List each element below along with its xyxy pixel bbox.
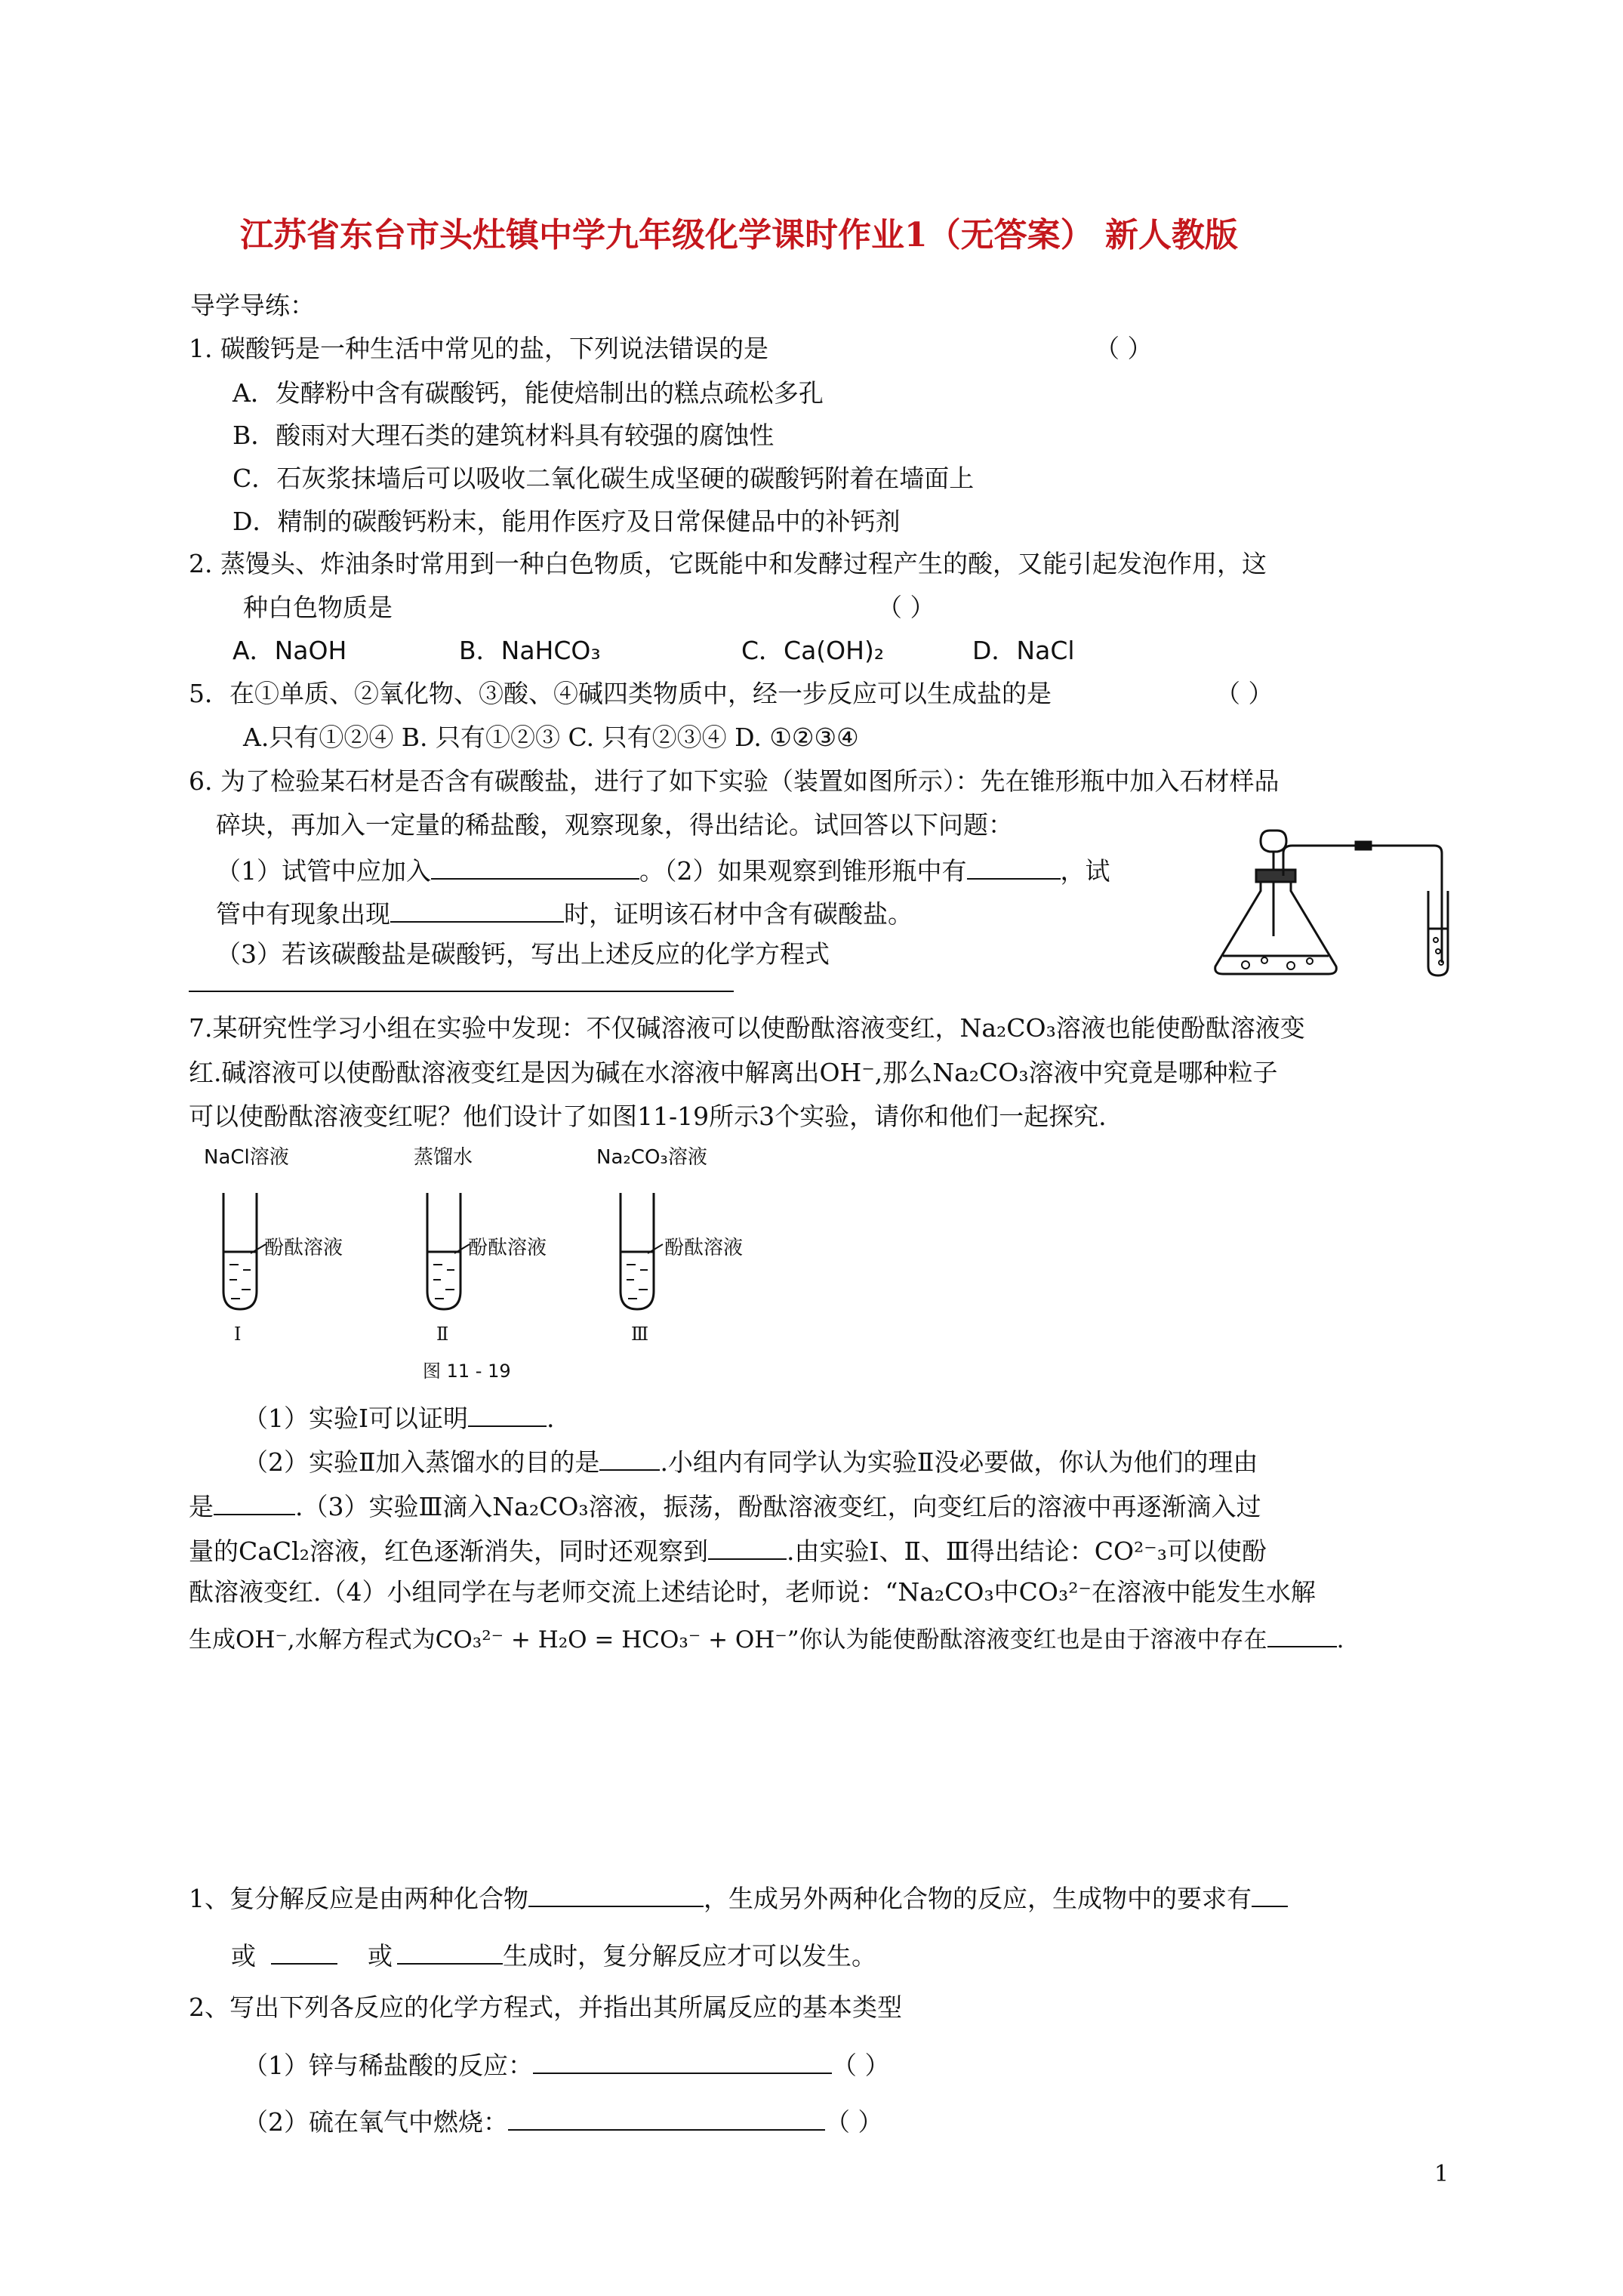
- q6-blank-observation[interactable]: [967, 855, 1061, 880]
- part2-blank-5[interactable]: [533, 2050, 832, 2074]
- q7-line3: 可以使酚酞溶液变红呢？他们设计了如图11-19所示3个实验，请你和他们一起探究.: [189, 1102, 1107, 1131]
- q2-option-d: D．NaCl: [972, 636, 1075, 665]
- q5-options: A.只有①②④ B. 只有①②③ C. 只有②③④ D. ①②③④: [243, 723, 859, 752]
- q5-stem: 5．在①单质、②氧化物、③酸、④碱四类物质中，经一步反应可以生成盐的是: [189, 679, 1052, 708]
- q7-sub2-text-b: .小组内有同学认为实验Ⅱ没必要做，你认为他们的理由: [660, 1447, 1258, 1477]
- q1-stem: 1. 碳酸钙是一种生活中常见的盐，下列说法错误的是: [189, 334, 768, 363]
- q6-blank-reagent[interactable]: [431, 855, 639, 880]
- q6-part1: [216, 855, 1110, 886]
- section-heading: 导学导练：: [190, 291, 315, 320]
- q1-option-a: A．发酵粉中含有碳酸钙，能使焙制出的糕点疏松多孔: [233, 378, 824, 408]
- tube1-label: NaCl溶液: [204, 1146, 289, 1169]
- q7-blank-2[interactable]: [599, 1447, 660, 1471]
- part2-line1-text-a: 1、复分解反应是由两种化合物: [189, 1884, 528, 1913]
- part2-blank-1[interactable]: [528, 1883, 704, 1907]
- q2-option-c: C．Ca(OH)₂: [741, 636, 885, 665]
- q7-sub4-text-a: 量的CaCl₂溶液，红色逐渐消失，同时还观察到: [189, 1536, 708, 1566]
- q7-blank-1[interactable]: [468, 1403, 547, 1427]
- part2-line3: 2、写出下列各反应的化学方程式，并指出其所属反应的基本类型: [189, 1992, 902, 2022]
- tube1-side-label: 酚酞溶液: [264, 1237, 343, 1259]
- tube3-numeral: Ⅲ: [631, 1324, 649, 1345]
- tube3-label: Na₂CO₃溶液: [596, 1146, 707, 1169]
- page-number: 1: [1434, 2161, 1449, 2187]
- q7-sub2-text-a: （2）实验Ⅱ加入蒸馏水的目的是: [243, 1447, 600, 1477]
- part2-line2-text-c: 生成时，复分解反应才可以发生。: [503, 1941, 876, 1971]
- q2-line2: 种白色物质是: [243, 593, 393, 622]
- q6-part2: [216, 898, 913, 929]
- q6-blank-phenomenon[interactable]: [390, 898, 564, 923]
- q2-option-b: B．NaHCO₃: [459, 636, 601, 665]
- part2-line2: [231, 1940, 876, 1971]
- q7-sub4: [189, 1536, 1267, 1564]
- part2-line5-text: （2）硫在氧气中燃烧：: [243, 2107, 508, 2137]
- q7-sub6: [189, 1623, 1344, 1652]
- q7-sub3-text-b: .（3）实验Ⅲ滴入Na₂CO₃溶液，振荡，酚酞溶液变红，向变红后的溶液中再逐渐滴入过: [295, 1492, 1261, 1521]
- q7-blank-5[interactable]: [1267, 1623, 1337, 1647]
- part2-blank-2[interactable]: [1252, 1883, 1288, 1907]
- part2-line4-paren: （ ）: [832, 2051, 890, 2080]
- q7-sub1-text: （1）实验Ⅰ可以证明: [243, 1404, 469, 1433]
- tube2-numeral: Ⅱ: [436, 1324, 449, 1345]
- q7-blank-3[interactable]: [214, 1491, 295, 1515]
- test-tube-figure: [196, 1140, 770, 1389]
- tube2-label: 蒸馏水: [414, 1146, 473, 1169]
- q6-part1-text-b: 。（2）如果观察到锥形瓶中有: [639, 856, 967, 886]
- tube3-side-label: 酚酞溶液: [664, 1237, 744, 1259]
- part2-line2-text-b: 或: [368, 1941, 393, 1971]
- q2-line1: 2. 蒸馒头、炸油条时常用到一种白色物质，它既能中和发酵过程产生的酸，又能引起发泡作用，这: [189, 549, 1267, 578]
- q6-line2: 碎块，再加入一定量的稀盐酸，观察现象，得出结论。试回答以下问题：: [216, 810, 1013, 840]
- q7-sub5: 酞溶液变红.（4）小组同学在与老师交流上述结论时，老师说：“Na₂CO₃中CO₃²⁻在溶液中能发生水解: [189, 1577, 1316, 1607]
- part2-blank-6[interactable]: [508, 2106, 825, 2131]
- part2-line4-text: （1）锌与稀盐酸的反应：: [243, 2051, 533, 2080]
- q6-part2-text-b: 时，证明该石材中含有碳酸盐。: [564, 899, 913, 929]
- q7-sub2: [243, 1447, 1258, 1475]
- part2-line4: [243, 2050, 890, 2078]
- q7-sub1-end: .: [547, 1404, 555, 1433]
- q1-option-c: C．石灰浆抹墙后可以吸收二氧化碳生成坚硬的碳酸钙附着在墙面上: [233, 464, 975, 493]
- q5-answer-paren: （ ）: [1215, 679, 1273, 708]
- q6-part2-text-a: 管中有现象出现: [216, 899, 390, 929]
- q2-answer-paren: （ ）: [877, 593, 935, 622]
- tube2-side-label: 酚酞溶液: [468, 1237, 547, 1259]
- part2-line1-text-b: ，生成另外两种化合物的反应，生成物中的要求有: [704, 1884, 1252, 1913]
- part2-line2-text-a: 或: [231, 1941, 256, 1971]
- q7-sub3-text-a: 是: [189, 1492, 214, 1521]
- q2-option-a: A．NaOH: [233, 636, 347, 665]
- page-title: 江苏省东台市头灶镇中学九年级化学课时作业1（无答案） 新人教版: [240, 216, 1238, 254]
- part2-line5-paren: （ ）: [825, 2107, 883, 2137]
- part2-line5: [243, 2106, 883, 2137]
- q6-equation-blank[interactable]: [189, 991, 734, 992]
- q7-line2: 红.碱溶液可以使酚酞溶液变红是因为碱在水溶液中解离出OH⁻,那么Na₂CO₃溶液中究竟是哪种粒子: [189, 1058, 1278, 1087]
- q7-sub4-text-b: .由实验Ⅰ、Ⅱ、Ⅲ得出结论：CO²⁻₃可以使酚: [786, 1536, 1267, 1566]
- q7-sub6-end: .: [1336, 1626, 1344, 1653]
- q7-sub1: [243, 1403, 555, 1431]
- q6-part1-text-a: （1）试管中应加入: [216, 856, 431, 886]
- q1-answer-paren: （ ）: [1095, 334, 1153, 363]
- q1-option-d: D．精制的碳酸钙粉末，能用作医疗及日常保健品中的补钙剂: [233, 507, 901, 536]
- q7-blank-4[interactable]: [708, 1536, 787, 1560]
- q6-part1-text-c: ，试: [1060, 856, 1110, 886]
- q7-sub6-text: 生成OH⁻,水解方程式为CO₃²⁻ + H₂O = HCO₃⁻ + OH⁻”你认为能使酚酞溶液变红也是由于溶液中存在: [189, 1626, 1267, 1653]
- q6-part3: （3）若该碳酸盐是碳酸钙，写出上述反应的化学方程式: [216, 939, 830, 969]
- figure-caption: 图 11 - 19: [423, 1361, 511, 1382]
- q7-line1: 7.某研究性学习小组在实验中发现：不仅碱溶液可以使酚酞溶液变红，Na₂CO₃溶液也能使酚酞溶液变: [189, 1013, 1305, 1043]
- part2-blank-3[interactable]: [271, 1940, 337, 1965]
- part2-blank-4[interactable]: [397, 1940, 503, 1965]
- apparatus-figure: [1208, 823, 1464, 982]
- q1-option-b: B．酸雨对大理石类的建筑材料具有较强的腐蚀性: [233, 421, 775, 450]
- part2-line1: [189, 1883, 1288, 1911]
- tube1-numeral: Ⅰ: [234, 1324, 242, 1345]
- q7-sub3: [189, 1491, 1261, 1519]
- q6-line1: 6. 为了检验某石材是否含有碳酸盐，进行了如下实验（装置如图所示）：先在锥形瓶中加入石材样品: [189, 766, 1280, 796]
